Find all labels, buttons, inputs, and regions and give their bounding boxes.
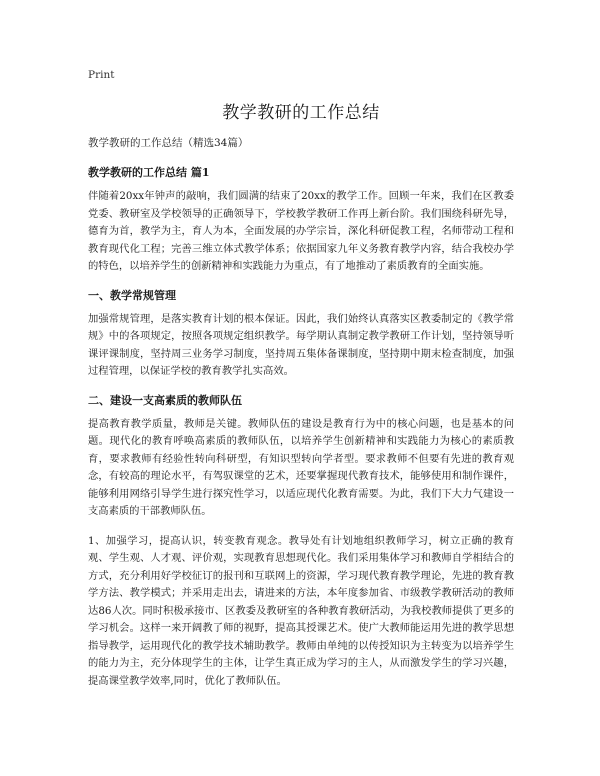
print-label: Print (88, 69, 115, 81)
teacher-team-item-1: 1、加强学习，提高认识，转变教育观念。教导处有计划地组织教师学习，树立正确的教育观、学生观、人才观、评价观，实现教育思想现代化。我们采用集体学习和教师自学相结合的方式，充分利用好学校征订的报刊和互联网上的资源，学习现代教育教学理论，先进的教育教学方法、教学模式；并采用走出去，请进来的方法，本年度参加省、市级教学教研活动的教师达86人次。同时积极承接市、区教委及教研室的各种教育教研活动，为我校教师提供了更多的学习机会。这样一来开阔教了师的视野，提高其授课艺术。使广大教师能运用先进的教学思想指导教学，运用现代化的教学技术辅助教学。教师由单纯的以传授知识为主转变为以培养学生的能力为主，充分体现学生的主体，让学生真正成为学习的主人，从而激发学生的学习兴趣，提高课堂教学效率,同时，优化了教师队伍。 (88, 534, 514, 687)
teacher-team-paragraph: 提高教育教学质量，教师是关键。教师队伍的建设是教育行为中的核心问题，也是基本的问题。现代化的教育呼唤高素质的教师队伍，以培养学生创新精神和实践能力为核心的素质教育，要求教师有经验性转向科研型，有知识型转向学者型。要求教师不但要有先进的教育观念，有较高的理论水平，有驾驭课堂的艺术，还要掌握现代教育技术，能够使用和制作课件，能够利用网络引导学生进行探究性学习，以适应现代化教育需要。为此，我们下大力气建设一支高素质的干部教师队伍。 (88, 417, 514, 517)
part-heading: 教学教研的工作总结 篇1 (88, 166, 210, 179)
document-subtitle: 教学教研的工作总结（精选34篇） (88, 137, 249, 149)
section-heading-teacher-team: 二、建设一支高素质的教师队伍 (88, 393, 242, 407)
intro-paragraph: 伴随着20xx年钟声的敲响，我们圆满的结束了20xx的教学工作。回顾一年来，我们在区教委党委、教研室及学校领导的正确领导下，学校教学教研工作再上新台阶。我们围绕科研先导，德育为首，教学为主，育人为本，全面发展的办学宗旨，深化科研促教工程，名师带动工程和教育现代化工程；完善三维立体式教学体系；依据国家九年义务教育教学内容，结合我校办学的特色，以培养学生的创新精神和实践能力为重点，有了地推动了素质教育的全面实施。 (88, 190, 514, 272)
routine-management-paragraph: 加强常规管理，是落实教育计划的根本保证。因此，我们始终认真落实区教委制定的《教学常规》中的各项规定，按照各项规定组织教学。每学期认真制定教学教研工作计划，坚持领导听课评课制度，坚持周三业务学习制度，坚持周五集体备课制度，坚持期中期末检查制度，加强过程管理，以保证学校的教育教学扎实高效。 (88, 312, 514, 377)
section-heading-routine-management: 一、教学常规管理 (88, 288, 176, 302)
page-title: 教学教研的工作总结 (222, 103, 380, 123)
document-page (88, 68, 514, 702)
